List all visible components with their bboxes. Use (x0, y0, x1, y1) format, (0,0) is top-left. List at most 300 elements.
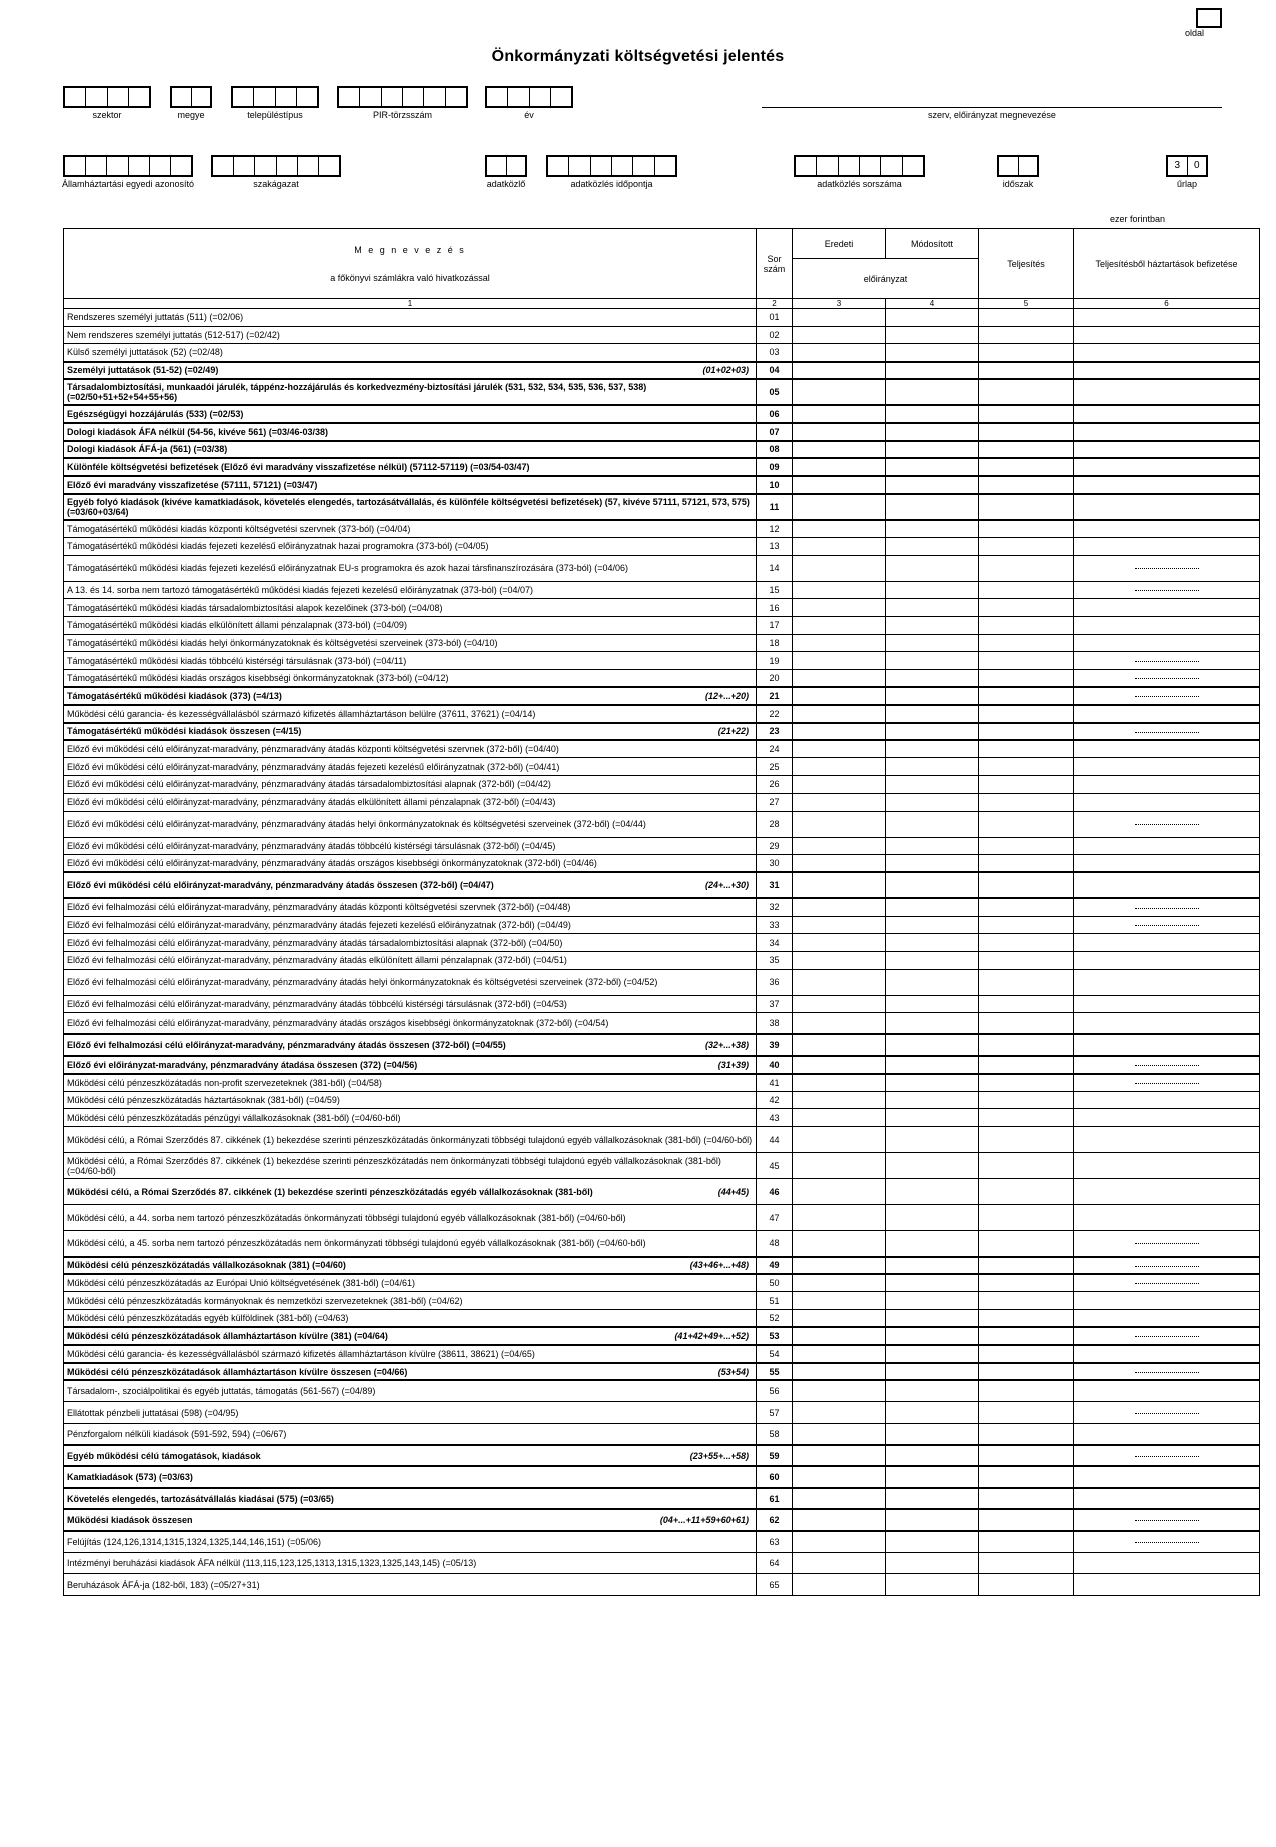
header-row2-cell[interactable] (860, 157, 881, 175)
header-row2-cell[interactable] (107, 157, 128, 175)
header-row2-cell[interactable] (655, 157, 675, 175)
header-row2-cell[interactable] (1019, 157, 1038, 175)
value-original[interactable] (793, 1345, 886, 1363)
value-household[interactable] (1074, 494, 1260, 520)
value-actual[interactable] (979, 555, 1074, 581)
value-modified[interactable] (886, 1509, 979, 1531)
value-modified[interactable] (886, 872, 979, 898)
value-modified[interactable] (886, 776, 979, 794)
header-row2-cell[interactable] (298, 157, 319, 175)
value-modified[interactable] (886, 1257, 979, 1275)
value-household[interactable] (1074, 1179, 1260, 1205)
value-original[interactable] (793, 995, 886, 1013)
value-household[interactable] (1074, 1552, 1260, 1574)
value-household[interactable] (1074, 1091, 1260, 1109)
value-actual[interactable] (979, 1257, 1074, 1275)
value-modified[interactable] (886, 1056, 979, 1074)
value-original[interactable] (793, 1509, 886, 1531)
value-actual[interactable] (979, 1056, 1074, 1074)
value-modified[interactable] (886, 687, 979, 705)
value-modified[interactable] (886, 476, 979, 494)
value-household[interactable] (1074, 326, 1260, 344)
value-modified[interactable] (886, 1402, 979, 1424)
value-original[interactable] (793, 458, 886, 476)
header-row2-cell[interactable] (999, 157, 1019, 175)
value-original[interactable] (793, 616, 886, 634)
value-original[interactable] (793, 1488, 886, 1510)
value-modified[interactable] (886, 1552, 979, 1574)
value-original[interactable] (793, 1091, 886, 1109)
value-modified[interactable] (886, 1292, 979, 1310)
header-row2-cell[interactable] (171, 157, 191, 175)
value-modified[interactable] (886, 705, 979, 723)
header-row2-cell[interactable] (507, 157, 526, 175)
value-actual[interactable] (979, 1091, 1074, 1109)
value-actual[interactable] (979, 670, 1074, 688)
value-modified[interactable] (886, 581, 979, 599)
header-row2-cell[interactable] (150, 157, 171, 175)
header-row1-cell[interactable] (360, 88, 381, 106)
value-original[interactable] (793, 441, 886, 459)
value-actual[interactable] (979, 1013, 1074, 1035)
header-row1-cell[interactable] (403, 88, 424, 106)
header-row2-cell[interactable] (633, 157, 654, 175)
value-original[interactable] (793, 969, 886, 995)
header-row1-cell[interactable] (172, 88, 192, 106)
value-actual[interactable] (979, 1310, 1074, 1328)
value-actual[interactable] (979, 441, 1074, 459)
header-row1-cell[interactable] (297, 88, 317, 106)
value-original[interactable] (793, 362, 886, 380)
value-actual[interactable] (979, 1327, 1074, 1345)
value-actual[interactable] (979, 1552, 1074, 1574)
value-modified[interactable] (886, 1574, 979, 1596)
value-actual[interactable] (979, 1231, 1074, 1257)
value-modified[interactable] (886, 811, 979, 837)
value-actual[interactable] (979, 951, 1074, 969)
value-modified[interactable] (886, 309, 979, 327)
value-original[interactable] (793, 1205, 886, 1231)
value-original[interactable] (793, 670, 886, 688)
value-modified[interactable] (886, 1205, 979, 1231)
header-row1-cell[interactable] (530, 88, 551, 106)
value-household[interactable] (1074, 1574, 1260, 1596)
value-actual[interactable] (979, 1074, 1074, 1092)
value-actual[interactable] (979, 1574, 1074, 1596)
value-actual[interactable] (979, 344, 1074, 362)
value-household[interactable] (1074, 1109, 1260, 1127)
header-row1-cell[interactable] (192, 88, 211, 106)
value-modified[interactable] (886, 1034, 979, 1056)
value-original[interactable] (793, 1445, 886, 1467)
value-original[interactable] (793, 898, 886, 916)
value-modified[interactable] (886, 326, 979, 344)
value-household[interactable] (1074, 616, 1260, 634)
value-household[interactable] (1074, 995, 1260, 1013)
value-modified[interactable] (886, 898, 979, 916)
value-household[interactable] (1074, 344, 1260, 362)
value-original[interactable] (793, 837, 886, 855)
value-actual[interactable] (979, 1531, 1074, 1553)
header-row1-cell[interactable] (382, 88, 403, 106)
value-original[interactable] (793, 1402, 886, 1424)
header-row2-cell[interactable] (817, 157, 838, 175)
value-household[interactable] (1074, 1488, 1260, 1510)
header-row1-cell[interactable] (233, 88, 254, 106)
value-actual[interactable] (979, 872, 1074, 898)
value-household[interactable] (1074, 441, 1260, 459)
value-household[interactable] (1074, 793, 1260, 811)
value-household[interactable] (1074, 855, 1260, 873)
value-modified[interactable] (886, 995, 979, 1013)
value-actual[interactable] (979, 476, 1074, 494)
header-row1-cell[interactable] (254, 88, 275, 106)
value-modified[interactable] (886, 1109, 979, 1127)
value-actual[interactable] (979, 599, 1074, 617)
value-actual[interactable] (979, 758, 1074, 776)
value-household[interactable] (1074, 1205, 1260, 1231)
header-row1-cell[interactable] (424, 88, 445, 106)
header-row1-box-3[interactable] (231, 86, 319, 108)
value-original[interactable] (793, 1423, 886, 1445)
value-actual[interactable] (979, 1274, 1074, 1292)
value-original[interactable] (793, 423, 886, 441)
value-household[interactable] (1074, 476, 1260, 494)
value-household[interactable] (1074, 1153, 1260, 1179)
value-modified[interactable] (886, 1363, 979, 1381)
value-original[interactable] (793, 520, 886, 538)
value-modified[interactable] (886, 344, 979, 362)
value-original[interactable] (793, 599, 886, 617)
value-modified[interactable] (886, 379, 979, 405)
value-original[interactable] (793, 1153, 886, 1179)
value-actual[interactable] (979, 362, 1074, 380)
value-original[interactable] (793, 951, 886, 969)
value-household[interactable] (1074, 520, 1260, 538)
header-row2-box-5[interactable] (794, 155, 925, 177)
value-modified[interactable] (886, 1445, 979, 1467)
value-modified[interactable] (886, 616, 979, 634)
value-original[interactable] (793, 405, 886, 423)
value-actual[interactable] (979, 855, 1074, 873)
value-modified[interactable] (886, 405, 979, 423)
value-original[interactable] (793, 1109, 886, 1127)
value-original[interactable] (793, 872, 886, 898)
value-household[interactable] (1074, 740, 1260, 758)
value-original[interactable] (793, 1310, 886, 1328)
value-modified[interactable] (886, 494, 979, 520)
value-modified[interactable] (886, 1531, 979, 1553)
value-modified[interactable] (886, 1380, 979, 1402)
value-actual[interactable] (979, 405, 1074, 423)
value-modified[interactable] (886, 555, 979, 581)
header-row2-cell[interactable] (234, 157, 255, 175)
value-household[interactable] (1074, 379, 1260, 405)
value-original[interactable] (793, 1231, 886, 1257)
value-actual[interactable] (979, 1345, 1074, 1363)
value-household[interactable] (1074, 872, 1260, 898)
value-modified[interactable] (886, 362, 979, 380)
value-original[interactable] (793, 1257, 886, 1275)
value-household[interactable] (1074, 1380, 1260, 1402)
value-original[interactable] (793, 326, 886, 344)
header-row2-cell[interactable]: 3 (1168, 157, 1188, 175)
value-original[interactable] (793, 705, 886, 723)
page-number-box[interactable] (1196, 8, 1222, 28)
value-household[interactable] (1074, 705, 1260, 723)
value-actual[interactable] (979, 837, 1074, 855)
value-actual[interactable] (979, 687, 1074, 705)
value-actual[interactable] (979, 1363, 1074, 1381)
value-modified[interactable] (886, 520, 979, 538)
value-actual[interactable] (979, 776, 1074, 794)
header-row2-cell[interactable] (569, 157, 590, 175)
value-modified[interactable] (886, 441, 979, 459)
header-row2-cell[interactable]: 0 (1193, 160, 1200, 171)
header-row2-cell[interactable] (86, 157, 107, 175)
value-household[interactable] (1074, 309, 1260, 327)
value-modified[interactable] (886, 652, 979, 670)
header-row1-cell[interactable] (508, 88, 529, 106)
value-household[interactable] (1074, 1423, 1260, 1445)
value-modified[interactable] (886, 1231, 979, 1257)
value-original[interactable] (793, 344, 886, 362)
value-household[interactable] (1074, 837, 1260, 855)
value-modified[interactable] (886, 951, 979, 969)
value-actual[interactable] (979, 1509, 1074, 1531)
value-actual[interactable] (979, 723, 1074, 741)
value-actual[interactable] (979, 1402, 1074, 1424)
value-household[interactable] (1074, 1345, 1260, 1363)
value-household[interactable] (1074, 1013, 1260, 1035)
value-original[interactable] (793, 1466, 886, 1488)
header-row1-box-4[interactable] (337, 86, 468, 108)
value-actual[interactable] (979, 969, 1074, 995)
value-original[interactable] (793, 1327, 886, 1345)
value-actual[interactable] (979, 793, 1074, 811)
value-modified[interactable] (886, 1488, 979, 1510)
header-row2-box-3[interactable] (485, 155, 527, 177)
value-actual[interactable] (979, 1153, 1074, 1179)
value-original[interactable] (793, 652, 886, 670)
value-original[interactable] (793, 1574, 886, 1596)
value-actual[interactable] (979, 1205, 1074, 1231)
header-row2-cell[interactable] (548, 157, 569, 175)
value-modified[interactable] (886, 1091, 979, 1109)
value-original[interactable] (793, 1127, 886, 1153)
value-household[interactable] (1074, 537, 1260, 555)
value-modified[interactable] (886, 599, 979, 617)
value-household[interactable] (1074, 969, 1260, 995)
header-row2-cell[interactable] (213, 157, 234, 175)
value-original[interactable] (793, 934, 886, 952)
value-original[interactable] (793, 1179, 886, 1205)
header-row2-cell[interactable] (612, 157, 633, 175)
value-household[interactable] (1074, 423, 1260, 441)
header-row2-cell[interactable] (255, 157, 276, 175)
value-modified[interactable] (886, 1074, 979, 1092)
value-actual[interactable] (979, 423, 1074, 441)
header-row1-cell[interactable] (65, 88, 86, 106)
header-row2-cell[interactable] (839, 157, 860, 175)
value-modified[interactable] (886, 723, 979, 741)
value-modified[interactable] (886, 1327, 979, 1345)
header-row2-box-7[interactable] (1166, 155, 1208, 177)
value-original[interactable] (793, 555, 886, 581)
value-original[interactable] (793, 1380, 886, 1402)
value-actual[interactable] (979, 1445, 1074, 1467)
value-modified[interactable] (886, 670, 979, 688)
header-row2-cell[interactable] (129, 157, 150, 175)
value-original[interactable] (793, 855, 886, 873)
value-original[interactable] (793, 1013, 886, 1035)
header-row2-box-4[interactable] (546, 155, 677, 177)
header-row1-cell[interactable] (339, 88, 360, 106)
header-row1-cell[interactable] (108, 88, 129, 106)
header-row2-box-2[interactable] (211, 155, 341, 177)
value-original[interactable] (793, 916, 886, 934)
value-actual[interactable] (979, 1423, 1074, 1445)
value-modified[interactable] (886, 934, 979, 952)
value-actual[interactable] (979, 537, 1074, 555)
value-household[interactable] (1074, 362, 1260, 380)
value-modified[interactable] (886, 837, 979, 855)
header-row2-cell[interactable] (487, 157, 507, 175)
value-original[interactable] (793, 723, 886, 741)
header-row2-cell[interactable] (796, 157, 817, 175)
value-original[interactable] (793, 1531, 886, 1553)
value-household[interactable] (1074, 776, 1260, 794)
value-original[interactable] (793, 476, 886, 494)
value-original[interactable] (793, 1292, 886, 1310)
value-original[interactable] (793, 1274, 886, 1292)
value-actual[interactable] (979, 916, 1074, 934)
header-row1-cell[interactable] (86, 88, 107, 106)
value-original[interactable] (793, 793, 886, 811)
value-actual[interactable] (979, 1109, 1074, 1127)
value-modified[interactable] (886, 1345, 979, 1363)
value-original[interactable] (793, 776, 886, 794)
value-original[interactable] (793, 537, 886, 555)
value-modified[interactable] (886, 1013, 979, 1035)
value-household[interactable] (1074, 599, 1260, 617)
header-row2-box-1[interactable] (63, 155, 193, 177)
value-household[interactable] (1074, 1292, 1260, 1310)
value-original[interactable] (793, 581, 886, 599)
header-row2-cell[interactable] (277, 157, 298, 175)
value-original[interactable] (793, 1034, 886, 1056)
value-actual[interactable] (979, 652, 1074, 670)
value-modified[interactable] (886, 969, 979, 995)
value-modified[interactable] (886, 423, 979, 441)
value-household[interactable] (1074, 758, 1260, 776)
value-household[interactable] (1074, 634, 1260, 652)
value-modified[interactable] (886, 740, 979, 758)
value-original[interactable] (793, 494, 886, 520)
value-original[interactable] (793, 309, 886, 327)
value-actual[interactable] (979, 309, 1074, 327)
value-original[interactable] (793, 758, 886, 776)
value-modified[interactable] (886, 855, 979, 873)
value-actual[interactable] (979, 934, 1074, 952)
value-modified[interactable] (886, 1466, 979, 1488)
value-original[interactable] (793, 1363, 886, 1381)
value-household[interactable] (1074, 405, 1260, 423)
value-modified[interactable] (886, 793, 979, 811)
value-actual[interactable] (979, 898, 1074, 916)
header-row1-cell[interactable] (129, 88, 149, 106)
header-row2-cell[interactable] (65, 157, 86, 175)
header-row2-box-6[interactable] (997, 155, 1039, 177)
header-row2-cell[interactable] (903, 157, 923, 175)
header-row1-cell[interactable] (446, 88, 466, 106)
value-actual[interactable] (979, 326, 1074, 344)
value-actual[interactable] (979, 494, 1074, 520)
value-actual[interactable] (979, 1034, 1074, 1056)
value-original[interactable] (793, 1552, 886, 1574)
header-row2-cell[interactable] (881, 157, 902, 175)
value-household[interactable] (1074, 1034, 1260, 1056)
value-modified[interactable] (886, 1179, 979, 1205)
value-modified[interactable] (886, 916, 979, 934)
value-modified[interactable] (886, 458, 979, 476)
header-row1-cell[interactable] (276, 88, 297, 106)
value-actual[interactable] (979, 740, 1074, 758)
value-original[interactable] (793, 740, 886, 758)
value-household[interactable] (1074, 951, 1260, 969)
value-actual[interactable] (979, 1127, 1074, 1153)
value-original[interactable] (793, 1056, 886, 1074)
value-actual[interactable] (979, 1292, 1074, 1310)
value-actual[interactable] (979, 811, 1074, 837)
value-modified[interactable] (886, 537, 979, 555)
value-actual[interactable] (979, 520, 1074, 538)
value-modified[interactable] (886, 1127, 979, 1153)
value-modified[interactable] (886, 1423, 979, 1445)
value-actual[interactable] (979, 1179, 1074, 1205)
value-original[interactable] (793, 687, 886, 705)
value-household[interactable] (1074, 1466, 1260, 1488)
value-household[interactable] (1074, 1310, 1260, 1328)
value-household[interactable] (1074, 1127, 1260, 1153)
value-actual[interactable] (979, 995, 1074, 1013)
value-household[interactable] (1074, 934, 1260, 952)
value-original[interactable] (793, 811, 886, 837)
header-row2-cell[interactable] (319, 157, 339, 175)
value-modified[interactable] (886, 1274, 979, 1292)
header-row1-box-2[interactable] (170, 86, 212, 108)
value-household[interactable] (1074, 458, 1260, 476)
header-row1-box-1[interactable] (63, 86, 151, 108)
value-modified[interactable] (886, 634, 979, 652)
value-actual[interactable] (979, 458, 1074, 476)
value-original[interactable] (793, 1074, 886, 1092)
header-row1-cell[interactable] (487, 88, 508, 106)
value-actual[interactable] (979, 379, 1074, 405)
value-modified[interactable] (886, 1153, 979, 1179)
value-actual[interactable] (979, 1488, 1074, 1510)
value-actual[interactable] (979, 705, 1074, 723)
header-row1-box-5[interactable] (485, 86, 573, 108)
value-original[interactable] (793, 634, 886, 652)
value-modified[interactable] (886, 1310, 979, 1328)
value-actual[interactable] (979, 1466, 1074, 1488)
value-actual[interactable] (979, 634, 1074, 652)
value-actual[interactable] (979, 1380, 1074, 1402)
value-actual[interactable] (979, 581, 1074, 599)
value-actual[interactable] (979, 616, 1074, 634)
value-original[interactable] (793, 379, 886, 405)
